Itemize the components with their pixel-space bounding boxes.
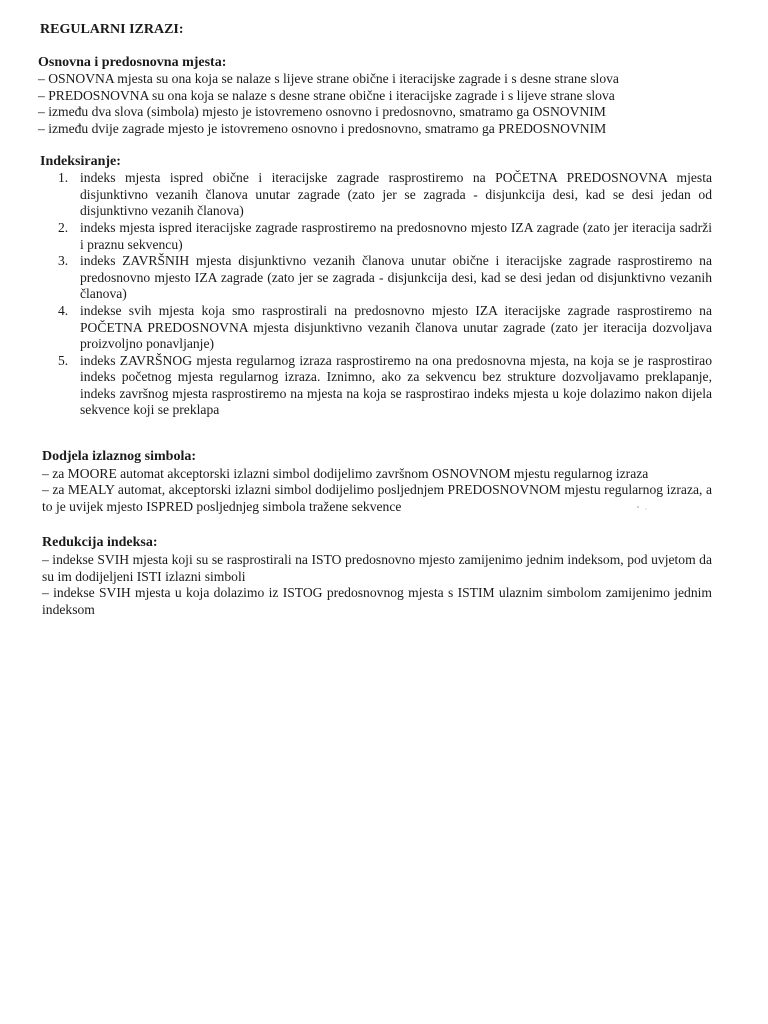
section-index-reduction (42, 535, 712, 618)
section-indexing (40, 154, 712, 420)
document-page (36, 22, 712, 618)
indexing-rules-list (40, 170, 712, 419)
basic-places-line: – između dvije zagrade mjesto je istovremeno osnovno i predosnovno, smatramo ga PREDOSNOVNIM (38, 120, 607, 136)
output-symbol-line: – za MEALY automat, akceptorski izlazni simbol dodijelimo posljednjem PREDOSNOVNOM mjestu regularnog izraza, a to je uvijek mjesto ISPRED posljednjeg simbola tražene sekvence (42, 482, 712, 514)
rule-number: 5. (58, 352, 69, 368)
rule-text: indekse svih mjesta koja smo rasprostirali na predosnovno mjesto IZA iteracijske zagrade rasprostiremo na POČETNA PREDOSNOVNA mjesta disjunktivno vezanih članova unutar zagrade (zato jer iteracija dozvoljava proizvoljno ponavljanje) (80, 302, 712, 352)
index-reduction-line: – indekse SVIH mjesta koji su se rasprostirali na ISTO predosnovno mjesto zamijenimo jednim indeksom, pod uvjetom da su im dodijeljeni ISTI izlazni simboli (42, 552, 712, 584)
rule-number: 3. (58, 253, 69, 269)
document-title: REGULARNI IZRAZI: (40, 22, 184, 37)
rule-number: 1. (58, 170, 69, 186)
rule-number: 2. (58, 219, 69, 235)
section-heading-output-symbol: Dodjela izlaznog simbola: (42, 449, 196, 465)
section-heading-basic-places: Osnovna i predosnovna mjesta: (38, 54, 227, 70)
section-basic-places (38, 55, 712, 138)
indexing-rule-item (40, 353, 712, 419)
indexing-rule-item (40, 220, 712, 253)
rule-text: indeks ZAVRŠNOG mjesta regularnog izraza rasprostiremo na ona predosnovna mjesta, na koja se je rasprostirao indeks početnog mjesta regularnog izraza. Iznimno, ako za sekvencu bez strukture dozvoljavamo preklapanje, indeks završnog mjesta rasprostiremo na mjesta na koja se rasprostirao indeks mjesta u koje dolazimo nakon dijela sekvence koji se preklapa (80, 352, 712, 418)
indexing-rule-item (40, 170, 712, 220)
basic-places-line: – OSNOVNA mjesta su ona koja se nalaze s lijeve strane obične i iteracijske zagrade i s desne strane slova (38, 71, 619, 87)
section-output-symbol (42, 449, 712, 515)
output-symbol-line: – za MOORE automat akceptorski izlazni simbol dodijelimo završnom OSNOVNOM mjestu regularnog izraza (42, 465, 649, 481)
basic-places-line: – između dva slova (simbola) mjesto je istovremeno osnovno i predosnovno, smatramo ga OSNOVNIM (38, 104, 606, 120)
rule-text: indeks mjesta ispred iteracijske zagrade rasprostiremo na predosnovno mjesto IZA zagrade (zato jer iteracija sadrži i praznu sekvencu) (80, 219, 712, 252)
basic-places-line: – PREDOSNOVNA su ona koja se nalaze s desne strane obične i iteracijske zagrade i s lijeve strane slova (38, 87, 615, 103)
rule-text: indeks ZAVRŠNIH mjesta disjunktivno vezanih članova unutar obične i iteracijske zagrade rasprostiremo na predosnovno mjesto IZA zagrade (zato jer se zagrada - disjunkcija desi, kad se desi jedan od disjunktivno vezanih članova) (80, 253, 712, 302)
rule-text: indeks mjesta ispred obične i iteracijske zagrade rasprostiremo na POČETNA PREDOSNOVNA mjesta disjunktivno vezanih članova unutar zagrade (zato jer se zagrada - disjunkcija desi, kad se desi jedan od disjunktivno vezanih članova) (80, 170, 712, 219)
index-reduction-line: – indekse SVIH mjesta u koja dolazimo iz ISTOG predosnovnog mjesta s ISTIM ulaznim simbolom zamijenimo jednim indeksom (42, 585, 712, 617)
section-heading-index-reduction: Redukcija indeksa: (42, 535, 158, 551)
indexing-rule-item (40, 303, 712, 353)
indexing-rule-item (40, 253, 712, 303)
section-heading-indexing: Indeksiranje: (40, 153, 121, 169)
rule-number: 4. (58, 302, 69, 318)
